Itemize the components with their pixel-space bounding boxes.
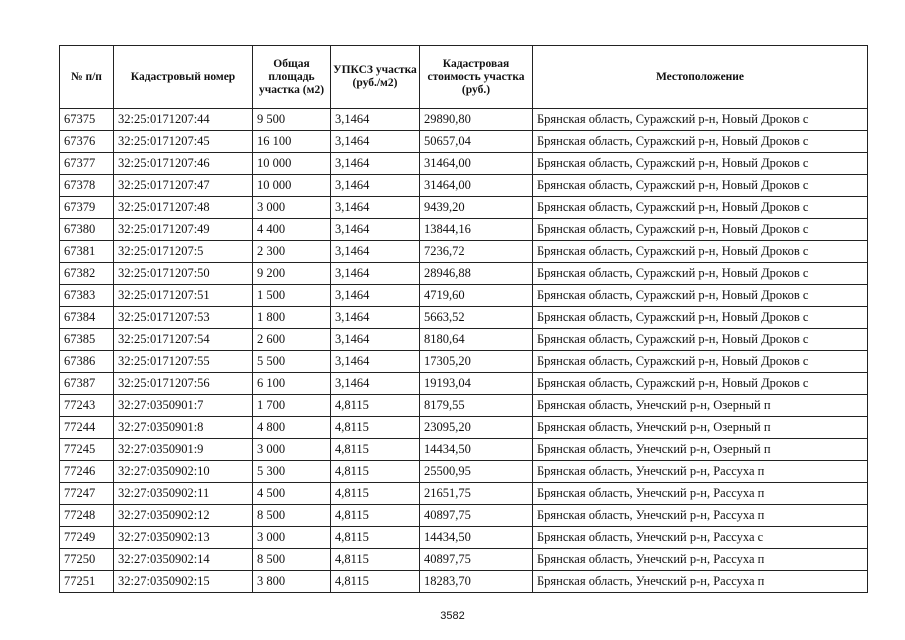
cell-number: 77244 [60,417,114,439]
cell-number: 67376 [60,131,114,153]
cell-number: 77248 [60,505,114,527]
cell-location: Брянская область, Суражский р-н, Новый Дроков с [533,153,868,175]
table-row [60,439,868,461]
cell-upksz: 4,8115 [331,439,420,461]
header-number: № п/п [60,46,114,109]
cell-number: 67385 [60,329,114,351]
table-row [60,505,868,527]
cell-area: 4 500 [253,483,331,505]
cell-area: 16 100 [253,131,331,153]
cell-cadastral-number: 32:25:0171207:53 [114,307,253,329]
cell-cadastral-number: 32:27:0350901:9 [114,439,253,461]
cell-upksz: 3,1464 [331,109,420,131]
cell-upksz: 3,1464 [331,351,420,373]
cell-cadastral-number: 32:25:0171207:47 [114,175,253,197]
table-row [60,109,868,131]
cell-number: 67386 [60,351,114,373]
cell-upksz: 3,1464 [331,285,420,307]
cell-area: 1 700 [253,395,331,417]
cell-cadastral-number: 32:27:0350901:8 [114,417,253,439]
cell-upksz: 3,1464 [331,175,420,197]
table-row [60,395,868,417]
table-row [60,285,868,307]
cell-cadastral-value: 5663,52 [420,307,533,329]
cell-location: Брянская область, Унечский р-н, Рассуха с [533,527,868,549]
table-row [60,131,868,153]
cell-cadastral-value: 9439,20 [420,197,533,219]
table-row [60,417,868,439]
table-row [60,329,868,351]
cell-cadastral-number: 32:25:0171207:51 [114,285,253,307]
table-header-row [60,46,868,109]
cell-location: Брянская область, Унечский р-н, Озерный п [533,439,868,461]
cell-number: 77245 [60,439,114,461]
cell-number: 77250 [60,549,114,571]
cell-location: Брянская область, Унечский р-н, Рассуха п [533,461,868,483]
cell-upksz: 3,1464 [331,219,420,241]
cell-upksz: 4,8115 [331,417,420,439]
table-row [60,571,868,593]
cell-cadastral-number: 32:27:0350902:11 [114,483,253,505]
cell-cadastral-value: 13844,16 [420,219,533,241]
cell-number: 77251 [60,571,114,593]
cell-area: 9 500 [253,109,331,131]
table-row [60,351,868,373]
cell-area: 1 500 [253,285,331,307]
cell-location: Брянская область, Суражский р-н, Новый Дроков с [533,241,868,263]
cell-area: 1 800 [253,307,331,329]
cell-cadastral-value: 31464,00 [420,153,533,175]
cell-cadastral-value: 31464,00 [420,175,533,197]
cell-cadastral-value: 8180,64 [420,329,533,351]
cell-area: 10 000 [253,175,331,197]
cell-upksz: 4,8115 [331,571,420,593]
cell-cadastral-value: 29890,80 [420,109,533,131]
cell-number: 67382 [60,263,114,285]
cell-location: Брянская область, Суражский р-н, Новый Дроков с [533,109,868,131]
cell-area: 3 800 [253,571,331,593]
table-row [60,373,868,395]
cell-cadastral-value: 8179,55 [420,395,533,417]
cell-upksz: 4,8115 [331,461,420,483]
cell-cadastral-number: 32:25:0171207:49 [114,219,253,241]
cell-area: 8 500 [253,505,331,527]
cell-location: Брянская область, Суражский р-н, Новый Дроков с [533,175,868,197]
cell-cadastral-number: 32:25:0171207:50 [114,263,253,285]
cell-cadastral-number: 32:25:0171207:45 [114,131,253,153]
cell-area: 4 800 [253,417,331,439]
cell-area: 4 400 [253,219,331,241]
cell-location: Брянская область, Суражский р-н, Новый Дроков с [533,219,868,241]
cell-cadastral-number: 32:25:0171207:5 [114,241,253,263]
cell-cadastral-value: 28946,88 [420,263,533,285]
cell-cadastral-value: 21651,75 [420,483,533,505]
cell-cadastral-value: 14434,50 [420,439,533,461]
table-body [60,109,868,593]
cell-cadastral-number: 32:25:0171207:48 [114,197,253,219]
cell-upksz: 3,1464 [331,153,420,175]
cell-cadastral-value: 19193,04 [420,373,533,395]
cell-upksz: 3,1464 [331,307,420,329]
cell-location: Брянская область, Унечский р-н, Рассуха п [533,483,868,505]
cell-cadastral-value: 18283,70 [420,571,533,593]
header-area: Общая площадь участка (м2) [253,46,331,109]
table-row [60,219,868,241]
cadastral-table [59,45,868,593]
cell-area: 2 600 [253,329,331,351]
cell-area: 3 000 [253,197,331,219]
cell-number: 67387 [60,373,114,395]
cell-location: Брянская область, Суражский р-н, Новый Дроков с [533,373,868,395]
cell-location: Брянская область, Унечский р-н, Рассуха п [533,571,868,593]
cell-upksz: 4,8115 [331,483,420,505]
table-row [60,483,868,505]
cell-location: Брянская область, Суражский р-н, Новый Дроков с [533,197,868,219]
cell-location: Брянская область, Унечский р-н, Озерный п [533,417,868,439]
cell-area: 9 200 [253,263,331,285]
cell-upksz: 4,8115 [331,505,420,527]
cell-upksz: 3,1464 [331,241,420,263]
cell-area: 6 100 [253,373,331,395]
cell-number: 67377 [60,153,114,175]
cell-cadastral-value: 4719,60 [420,285,533,307]
cell-location: Брянская область, Унечский р-н, Озерный п [533,395,868,417]
table-row [60,527,868,549]
cell-upksz: 3,1464 [331,197,420,219]
header-location: Местоположение [533,46,868,109]
cell-area: 5 300 [253,461,331,483]
cell-cadastral-number: 32:27:0350902:13 [114,527,253,549]
cell-cadastral-number: 32:27:0350902:15 [114,571,253,593]
cell-location: Брянская область, Унечский р-н, Рассуха п [533,549,868,571]
cell-cadastral-value: 17305,20 [420,351,533,373]
cell-cadastral-number: 32:27:0350902:12 [114,505,253,527]
cell-area: 10 000 [253,153,331,175]
cell-number: 67380 [60,219,114,241]
cell-number: 77243 [60,395,114,417]
cell-number: 77246 [60,461,114,483]
cell-area: 3 000 [253,527,331,549]
header-upksz: УПКСЗ участка (руб./м2) [331,46,420,109]
cell-location: Брянская область, Суражский р-н, Новый Дроков с [533,131,868,153]
header-cadastral-number: Кадастровый номер [114,46,253,109]
cell-cadastral-number: 32:27:0350902:14 [114,549,253,571]
cell-area: 5 500 [253,351,331,373]
page-number: 3582 [440,610,465,622]
cell-location: Брянская область, Суражский р-н, Новый Дроков с [533,263,868,285]
cell-location: Брянская область, Суражский р-н, Новый Дроков с [533,351,868,373]
table-row [60,263,868,285]
header-cadastral-value: Кадастровая стоимость участка (руб.) [420,46,533,109]
cell-location: Брянская область, Суражский р-н, Новый Дроков с [533,307,868,329]
cell-number: 77249 [60,527,114,549]
table-row [60,307,868,329]
cell-area: 3 000 [253,439,331,461]
cell-cadastral-number: 32:25:0171207:54 [114,329,253,351]
table-row [60,197,868,219]
cell-number: 67375 [60,109,114,131]
cell-cadastral-value: 40897,75 [420,505,533,527]
cell-cadastral-number: 32:25:0171207:55 [114,351,253,373]
table-row [60,241,868,263]
cell-area: 2 300 [253,241,331,263]
cell-cadastral-value: 25500,95 [420,461,533,483]
table-row [60,549,868,571]
cell-cadastral-number: 32:25:0171207:46 [114,153,253,175]
table-row [60,153,868,175]
cell-upksz: 4,8115 [331,527,420,549]
cell-cadastral-number: 32:25:0171207:44 [114,109,253,131]
cell-number: 77247 [60,483,114,505]
cell-number: 67384 [60,307,114,329]
cell-upksz: 3,1464 [331,263,420,285]
cell-location: Брянская область, Суражский р-н, Новый Дроков с [533,285,868,307]
cell-location: Брянская область, Унечский р-н, Рассуха п [533,505,868,527]
cell-number: 67378 [60,175,114,197]
cell-cadastral-value: 7236,72 [420,241,533,263]
cell-upksz: 3,1464 [331,329,420,351]
cell-cadastral-value: 14434,50 [420,527,533,549]
cell-cadastral-number: 32:27:0350901:7 [114,395,253,417]
cell-location: Брянская область, Суражский р-н, Новый Дроков с [533,329,868,351]
table-row [60,175,868,197]
cell-upksz: 4,8115 [331,549,420,571]
cell-number: 67379 [60,197,114,219]
cell-number: 67381 [60,241,114,263]
cell-cadastral-value: 23095,20 [420,417,533,439]
cell-number: 67383 [60,285,114,307]
table-row [60,461,868,483]
cell-upksz: 3,1464 [331,131,420,153]
cell-cadastral-number: 32:25:0171207:56 [114,373,253,395]
cell-cadastral-value: 50657,04 [420,131,533,153]
cell-upksz: 4,8115 [331,395,420,417]
cell-area: 8 500 [253,549,331,571]
cell-cadastral-value: 40897,75 [420,549,533,571]
cell-cadastral-number: 32:27:0350902:10 [114,461,253,483]
cell-upksz: 3,1464 [331,373,420,395]
